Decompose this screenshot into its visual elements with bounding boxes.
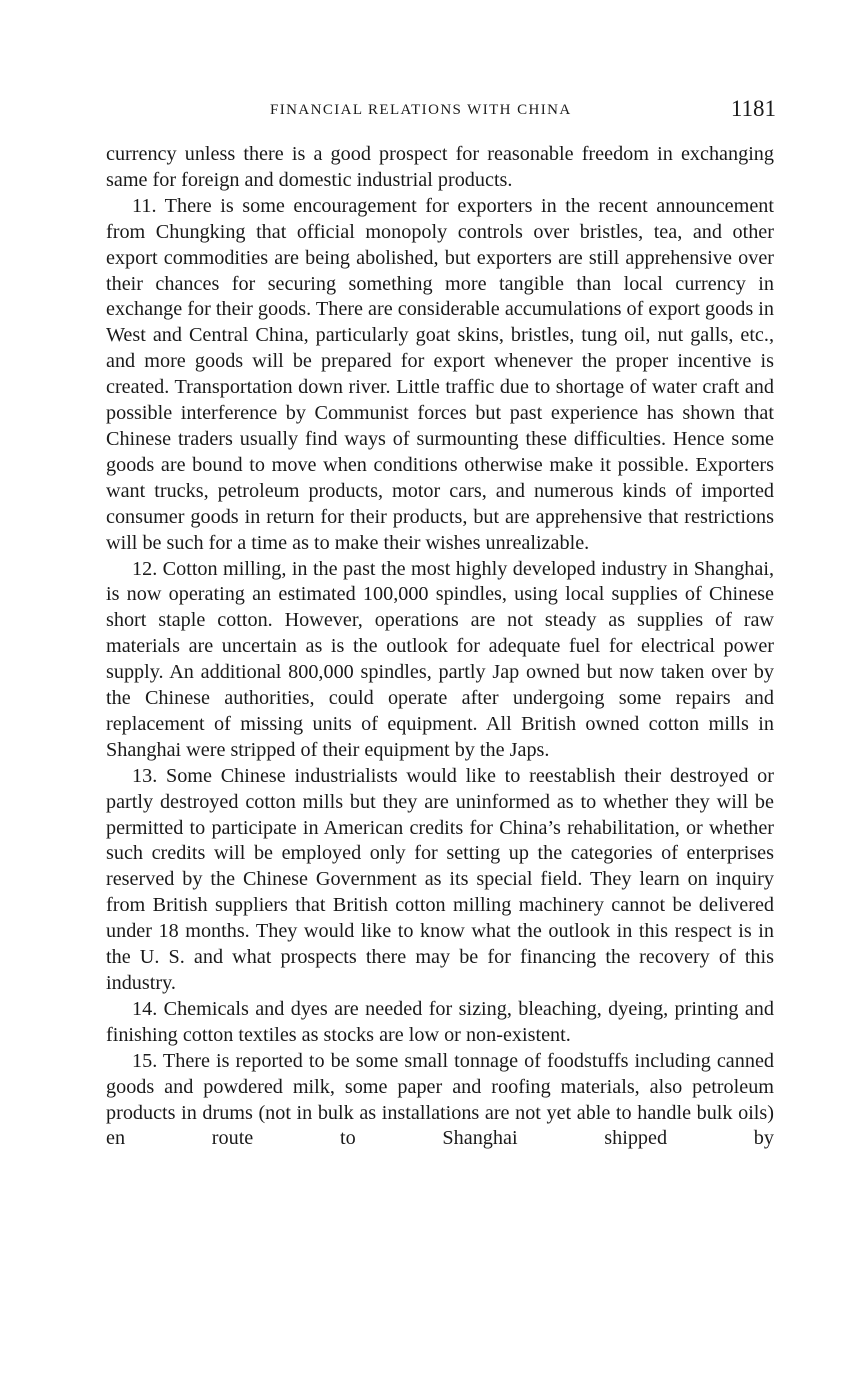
- paragraph-11: 11. There is some encouragement for exporters in the recent announcement from Chungking that official monopoly controls over bristles, tea, and other export commodities are being abolished, but exporters are still apprehensive over their chances for securing something more tangible than local currency in exchange for their goods. There are considerable accumulations of export goods in West and Central China, particularly goat skins, bristles, tung oil, nut galls, etc., and more goods will be prepared for export whenever the proper incentive is created. Transportation down river. Little traffic due to shortage of water craft and possible interference by Communist forces but past experience has shown that Chinese traders usually find ways of surmounting these difficulties. Hence some goods are bound to move when conditions otherwise make it possible. Exporters want trucks, petroleum products, motor cars, and numerous kinds of imported consumer goods in return for their products, but are apprehensive that restrictions will be such for a time as to make their wishes unrealizable.: [106, 194, 774, 554]
- paragraph-continuation: currency unless there is a good prospect for reasonable freedom in exchanging same for foreign and domestic industrial products.: [106, 143, 774, 191]
- running-head: [104, 96, 776, 128]
- body-text: [106, 142, 774, 1152]
- paragraph-13: 13. Some Chinese industrialists would like to reestablish their destroyed or partly destroyed cotton mills but they are uninformed as to whether they will be permitted to participate in American credits for China’s rehabilitation, or whether such credits will be employed only for setting up the categories of enterprises reserved by the Chinese Government as its special field. They learn on inquiry from British suppliers that British cotton milling machinery cannot be delivered under 18 months. They would like to know what the outlook in this respect is in the U. S. and what prospects there may be for financing the recovery of this industry.: [106, 764, 774, 994]
- paragraph-12: 12. Cotton milling, in the past the most highly developed industry in Shanghai, is now operating an estimated 100,000 spindles, using local supplies of Chinese short staple cotton. However, operations are not steady as supplies of raw materials are uncertain as is the outlook for adequate fuel for electrical power supply. An additional 800,000 spindles, partly Jap owned but now taken over by the Chinese authorities, could operate after undergoing some repairs and replacement of missing units of equipment. All British owned cotton mills in Shanghai were stripped of their equipment by the Japs.: [106, 557, 774, 761]
- paragraph-14: 14. Chemicals and dyes are needed for sizing, bleaching, dyeing, printing and finishing cotton textiles as stocks are low or non-existent.: [106, 997, 774, 1046]
- page-number: 1181: [730, 96, 776, 121]
- paragraph-15: 15. There is reported to be some small tonnage of foodstuffs including canned goods and powdered milk, some paper and roofing materials, also petroleum products in drums (not in bulk as installations are not yet able to handle bulk oils) en route to Shanghai shipped by: [106, 1049, 774, 1150]
- running-title: FINANCIAL RELATIONS WITH CHINA: [270, 102, 572, 118]
